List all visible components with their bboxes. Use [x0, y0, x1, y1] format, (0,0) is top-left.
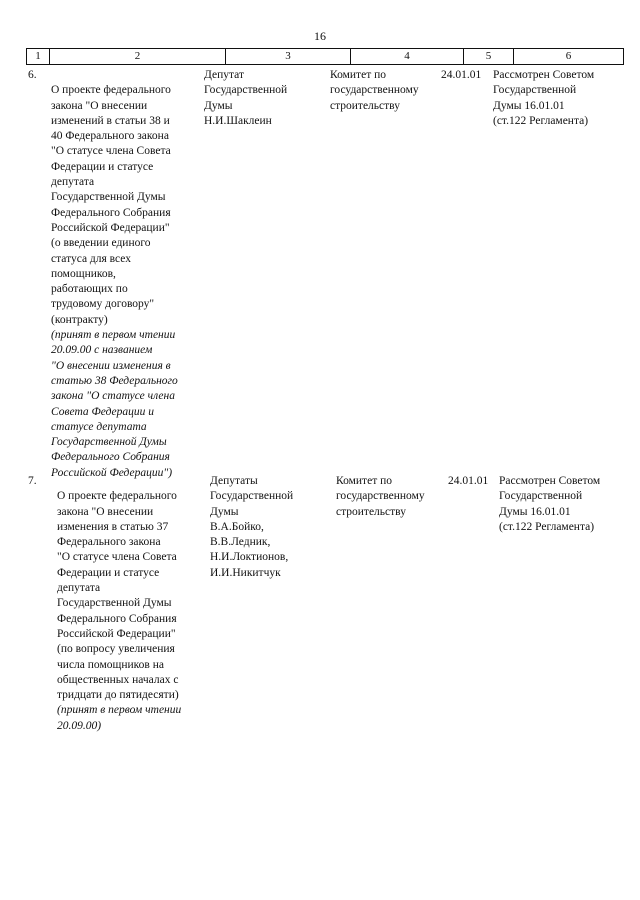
council-decision: Рассмотрен Советом Государственной Думы 16.01.01 (ст.122 Регламента) — [493, 69, 595, 127]
bill-title-text: О проекте федерального закона "О внесении изменений в статьи 38 и 40 Федерального закона "О статусе члена Совета Федерации и статусе депутата Государственной Думы Федерального Собрания Российской Федерации" (о введении единого статуса для всех помощников, работающих по трудовому договору" (контракту) — [51, 84, 171, 326]
row-number: 6. — [28, 69, 37, 81]
column-number-2: 2 — [50, 49, 226, 64]
first-reading-note: (принят в первом чтении 20.09.00 с названием "О внесении изменения в статью 38 Федерального закона "О статусе члена Совета Федерации и статусе депутата Государственной Думы Федерального Собрания Российской Федерации") — [51, 329, 178, 479]
responsible-committee: Комитет по государственному строительству — [336, 475, 425, 518]
bill-title — [57, 474, 235, 749]
bill-title — [51, 68, 229, 496]
review-date: 24.01.01 — [448, 475, 489, 487]
review-date: 24.01.01 — [441, 69, 482, 81]
column-number-4: 4 — [351, 49, 464, 64]
column-number-header — [26, 48, 624, 65]
column-number-3: 3 — [226, 49, 351, 64]
first-reading-note: (принят в первом чтении 20.09.00) — [57, 704, 182, 732]
column-number-1: 1 — [27, 49, 50, 64]
responsible-committee: Комитет по государственному строительству — [330, 69, 419, 112]
page-number: 16 — [314, 29, 326, 43]
council-decision: Рассмотрен Советом Государственной Думы 16.01.01 (ст.122 Регламента) — [499, 475, 601, 533]
column-number-6: 6 — [565, 50, 572, 62]
row-number: 7. — [28, 475, 37, 487]
column-number-5: 5 — [464, 49, 514, 64]
bill-author: Депутаты Государственной Думы В.А.Бойко, В.В.Ледник, Н.И.Локтионов, И.И.Никитчук — [210, 475, 294, 579]
bill-author: Депутат Государственной Думы Н.И.Шаклеин — [204, 69, 288, 127]
bill-title-text: О проекте федерального закона "О внесении изменения в статью 37 Федерального закона "О статусе члена Совета Федерации и статусе депутата Государственной Думы Федерального Собрания Российской Федерации" (по вопросу увеличения числа помощников на общественных началах с тридцати до пятидесяти) — [57, 490, 179, 702]
